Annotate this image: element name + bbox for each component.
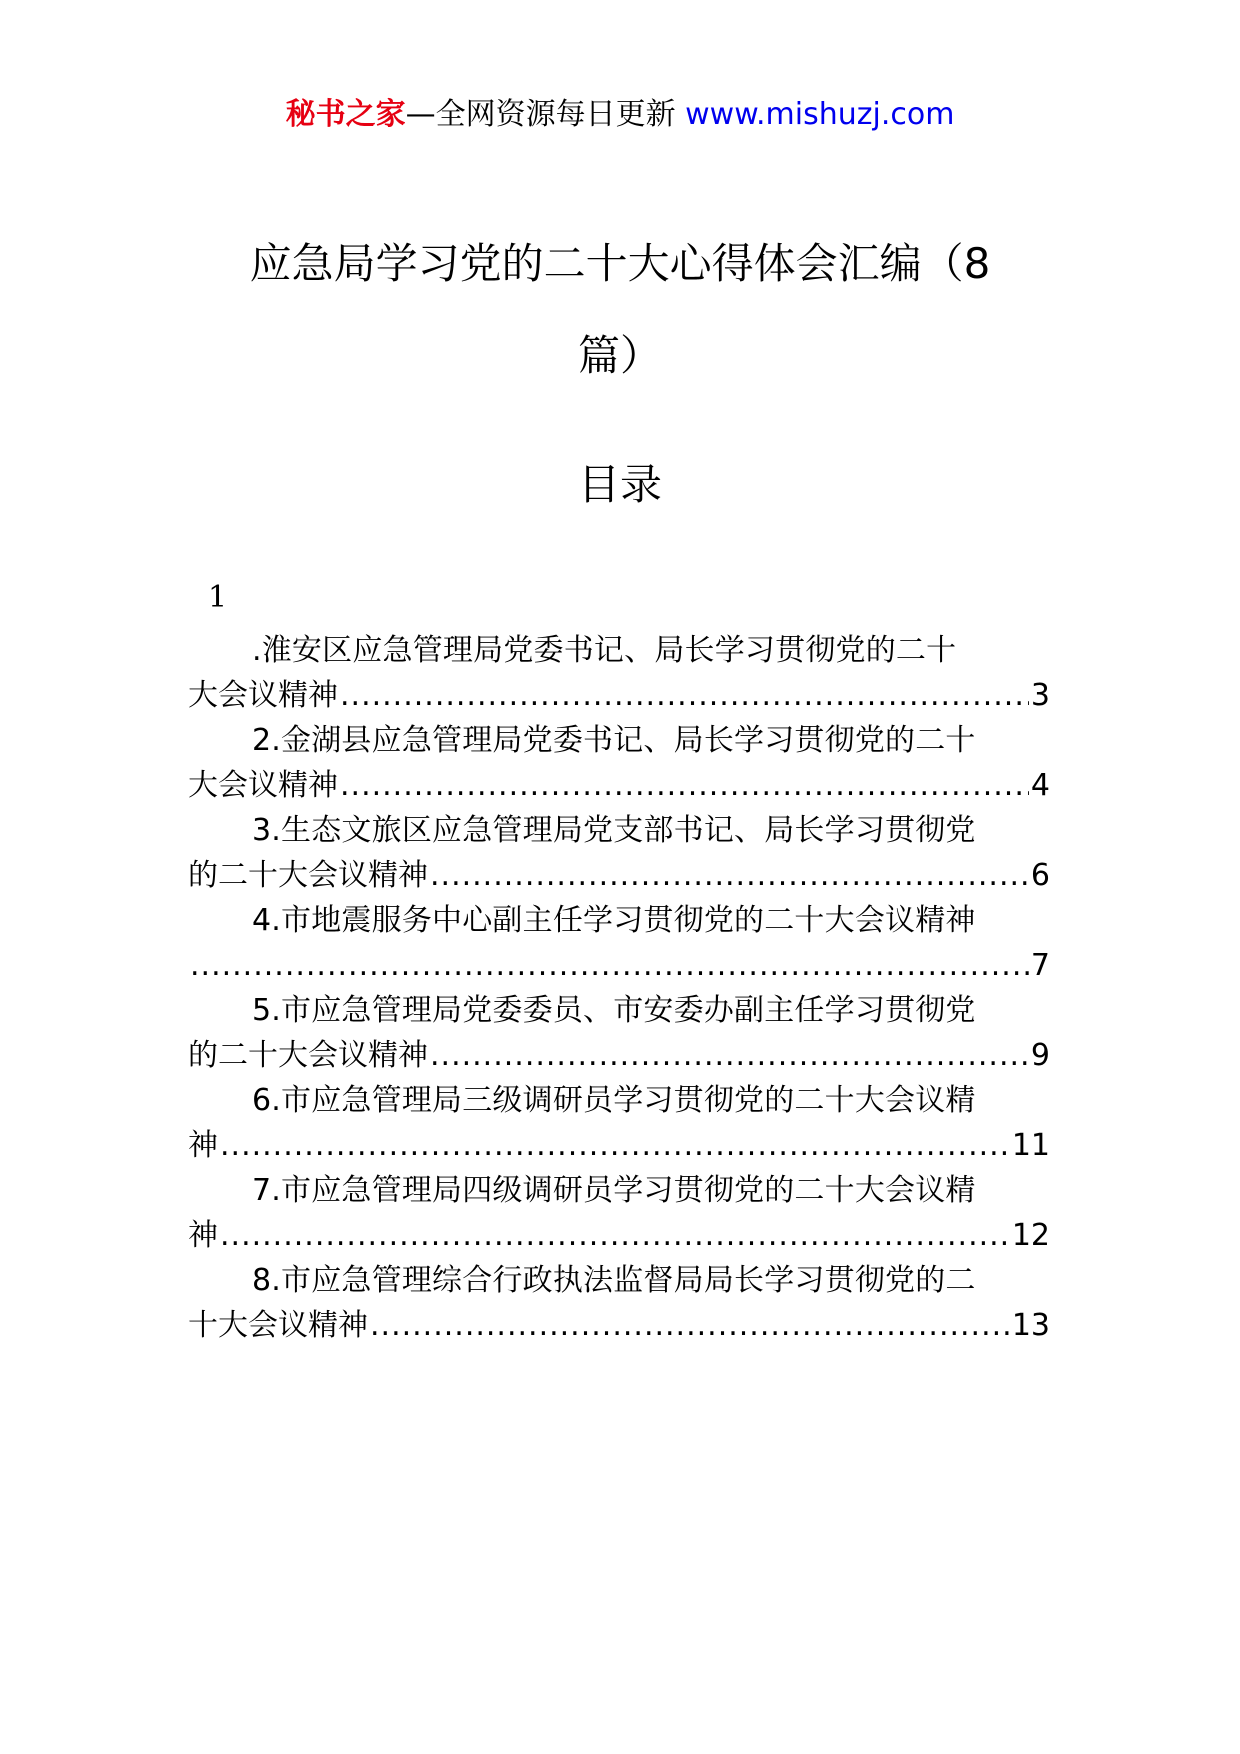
toc-page-number: 6 — [1030, 858, 1050, 893]
toc-heading: 目录 — [577, 460, 662, 509]
toc-entry-continuation — [188, 1213, 1050, 1258]
toc-entry[interactable] — [188, 808, 1050, 898]
toc-entry-title-continued: 神 — [188, 1218, 218, 1253]
header-tagline: —全网资源每日更新 — [405, 97, 686, 132]
toc-entry[interactable] — [188, 718, 1050, 808]
toc-entry-title: 8.市应急管理综合行政执法监督局局长学习贯彻党的二 — [252, 1263, 976, 1298]
toc-entry[interactable] — [188, 898, 1050, 988]
toc-entry-title-continued: 大会议精神 — [188, 678, 338, 713]
toc-entry-continuation — [188, 1033, 1050, 1078]
site-url-link[interactable]: www.mishuzj.com — [685, 97, 955, 132]
toc-entry[interactable] — [188, 628, 1050, 718]
dot-leader — [220, 1213, 1010, 1258]
dot-leader — [190, 943, 1029, 988]
toc-entry-continuation — [188, 943, 1050, 988]
toc-entry-title: 4.市地震服务中心副主任学习贯彻党的二十大会议精神 — [252, 903, 976, 938]
toc-entry-title: 3.生态文旅区应急管理局党支部书记、局长学习贯彻党 — [252, 813, 976, 848]
toc-entry-title: 6.市应急管理局三级调研员学习贯彻党的二十大会议精 — [252, 1083, 976, 1118]
site-header — [0, 95, 1240, 135]
dot-leader — [430, 1033, 1029, 1078]
brand-name: 秘书之家 — [285, 97, 406, 132]
toc-page-number: 13 — [1011, 1308, 1050, 1343]
toc-page-number: 3 — [1030, 678, 1050, 713]
toc-entry-title-continued: 神 — [188, 1128, 218, 1163]
toc-page-number: 4 — [1030, 768, 1050, 803]
toc-entry-continuation — [188, 853, 1050, 898]
toc-entry-title-continued: 大会议精神 — [188, 768, 338, 803]
toc-leading-number: 1 — [208, 580, 228, 615]
toc-entry-title-continued: 的二十大会议精神 — [188, 1038, 428, 1073]
toc-entry[interactable] — [188, 1168, 1050, 1258]
toc-entry-title-continued: 十大会议精神 — [188, 1308, 368, 1343]
toc-entry-continuation — [188, 763, 1050, 808]
toc-entry[interactable] — [188, 1078, 1050, 1168]
toc-entry-title: .淮安区应急管理局党委书记、局长学习贯彻党的二十 — [252, 633, 957, 668]
toc-entry-continuation — [188, 673, 1050, 718]
toc-entry-title: 5.市应急管理局党委委员、市安委办副主任学习贯彻党 — [252, 993, 976, 1028]
toc-entry-continuation — [188, 1303, 1050, 1348]
toc-entry-title-continued: 的二十大会议精神 — [188, 858, 428, 893]
toc-entry[interactable] — [188, 1258, 1050, 1348]
toc-entry-title: 2.金湖县应急管理局党委书记、局长学习贯彻党的二十 — [252, 723, 976, 758]
dot-leader — [370, 1303, 1010, 1348]
document-title-line-2: 篇） — [577, 331, 662, 380]
dot-leader — [340, 673, 1029, 718]
toc-entry-title: 7.市应急管理局四级调研员学习贯彻党的二十大会议精 — [252, 1173, 976, 1208]
toc-page-number: 11 — [1011, 1128, 1050, 1163]
toc-entry[interactable] — [188, 988, 1050, 1078]
toc-page-number: 12 — [1011, 1218, 1050, 1253]
dot-leader — [340, 763, 1029, 808]
document-title-line-1: 应急局学习党的二十大心得体会汇编（8 — [249, 239, 991, 288]
toc-page-number: 9 — [1030, 1038, 1050, 1073]
table-of-contents — [188, 628, 1050, 1348]
toc-page-number: 7 — [1030, 948, 1050, 983]
dot-leader — [220, 1123, 1010, 1168]
document-title — [210, 218, 1030, 402]
dot-leader — [430, 853, 1029, 898]
toc-entry-continuation — [188, 1123, 1050, 1168]
